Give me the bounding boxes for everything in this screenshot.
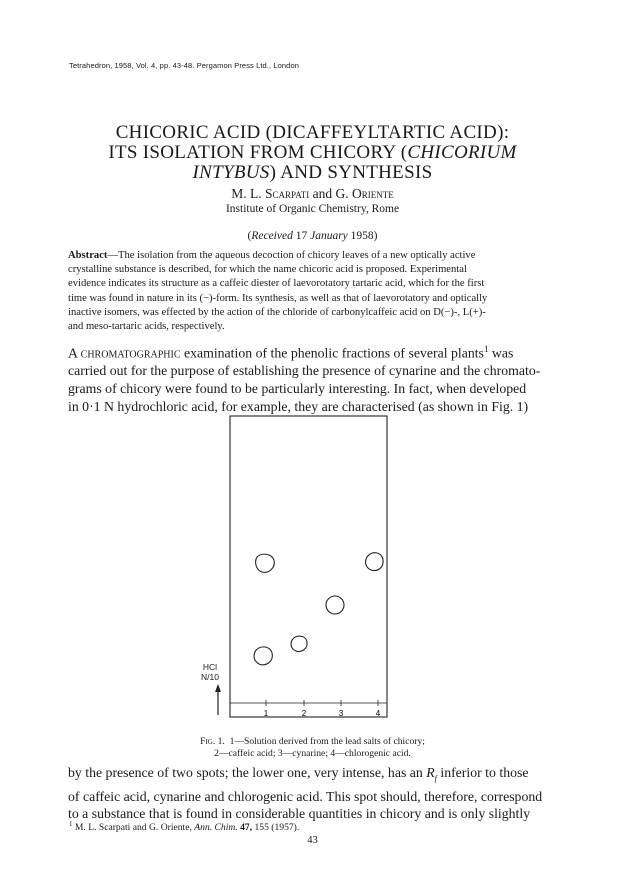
- intro-text: A: [68, 345, 81, 361]
- lane-label: 3: [338, 709, 344, 718]
- intro-line: in 0·1 N hydrochloric acid, for example, they are characterised (as shown in Fig. 1): [68, 398, 529, 414]
- journal-reference: Tetrahedron, 1958, Vol. 4, pp. 43-48. Pergamon Press Ltd., London: [69, 61, 299, 70]
- intro-small-caps: chromatographic: [80, 345, 181, 361]
- title-line-3-text: ) AND SYNTHESIS: [269, 162, 433, 183]
- caption-line-1: [0, 736, 625, 748]
- solvent-concentration: N/10: [201, 672, 219, 682]
- lane-label: 2: [301, 709, 307, 718]
- received-open: (: [247, 230, 252, 242]
- author-2-initials: G.: [335, 186, 352, 201]
- author-1-name: Scarpati: [265, 186, 310, 201]
- continuation-paragraph: [68, 764, 559, 823]
- intro-line: grams of chicory were found to be particularly interesting. In fact, when developed: [68, 381, 527, 397]
- footnote: [69, 820, 299, 833]
- spot-lane1-upper: [256, 554, 275, 572]
- spot-lane3: [326, 596, 344, 614]
- footnote-number: 1: [69, 820, 73, 828]
- received-month: January: [310, 230, 348, 242]
- abstract-line: crystalline substance is described, for which the name chicoric acid is proposed. Experimental: [68, 264, 467, 276]
- received-word: Received: [251, 230, 293, 242]
- intro-line: carried out for the purpose of establishing the presence of cynarine and the chromato-: [68, 363, 541, 379]
- footnote-journal: Ann. Chim.: [194, 822, 238, 834]
- intro-text: examination of the phenolic fractions of several plants: [180, 345, 484, 361]
- author-1-initials: M. L.: [231, 186, 266, 201]
- author-2-name: Oriente: [351, 186, 394, 201]
- chromatogram-paper: [230, 416, 387, 717]
- intro-text: was: [488, 345, 514, 361]
- figure-caption: [0, 736, 625, 759]
- abstract-text: —The isolation from the aqueous decoction of chicory leaves of a new optically active: [107, 250, 476, 261]
- caption-figure-label: Fig. 1.: [200, 736, 225, 747]
- abstract-line: time was found in nature in its (−)-form. Its synthesis, as well as that of laevorotatory and optically: [68, 292, 488, 304]
- abstract-line: inactive isomers, was effected by the action of the chloride of carbonylcaffeic acid on D(−)-, L(+)-: [68, 306, 486, 318]
- abstract-line: and meso-tartaric acids, respectively.: [68, 321, 225, 333]
- title-line-2-text: ITS ISOLATION FROM CHICORY (: [108, 142, 408, 163]
- institute: Institute of Organic Chemistry, Rome: [225, 203, 400, 215]
- rf-subscript: f: [434, 773, 437, 783]
- caption-line-2: 2—caffeic acid; 3—cynarine; 4—chlorogenic acid.: [214, 747, 411, 759]
- spot-lane4-upper: [366, 553, 384, 571]
- footnote-pages: 155 (1957).: [252, 822, 300, 834]
- title-line-1: CHICORIC ACID (DICAFFEYLTARTIC ACID):: [115, 122, 510, 143]
- authors-and: and: [309, 186, 336, 201]
- page-number: 43: [307, 835, 318, 846]
- body-line: to a substance that is found in considerable quantities in chicory and is only slightly: [68, 806, 531, 822]
- title-genus: CHICORIUM: [407, 142, 517, 163]
- footnote-volume: 47,: [237, 822, 253, 834]
- footnote-text: M. L. Scarpati and G. Oriente,: [72, 822, 195, 834]
- arrow-head: [215, 684, 221, 692]
- title-species: INTYBUS: [192, 162, 270, 183]
- solvent-label: [194, 662, 226, 682]
- lane-label: 4: [375, 709, 381, 718]
- abstract-line: evidence indicates its structure as a caffeic diester of laevorotatory tartaric acid, which for the first: [68, 278, 485, 290]
- spot-lane2: [291, 636, 307, 651]
- body-line: of caffeic acid, cynarine and chlorogenic acid. This spot should, therefore, correspond: [68, 788, 543, 804]
- abstract-label: Abstract: [68, 250, 108, 261]
- spot-lane1-lower: [254, 647, 272, 665]
- received-day: 17: [292, 230, 311, 242]
- rf-symbol: R: [426, 765, 435, 780]
- body-text: inferior to those: [436, 765, 529, 780]
- caption-text: 1—Solution derived from the lead salts of chicory;: [229, 736, 425, 747]
- body-line: [68, 764, 559, 788]
- solvent-name: HCl: [202, 662, 218, 672]
- body-text: by the presence of two spots; the lower one, very intense, has an: [68, 765, 427, 780]
- footnote-ref: 1: [483, 344, 489, 354]
- lane-label: 1: [263, 709, 269, 718]
- received-year: 1958): [347, 230, 378, 242]
